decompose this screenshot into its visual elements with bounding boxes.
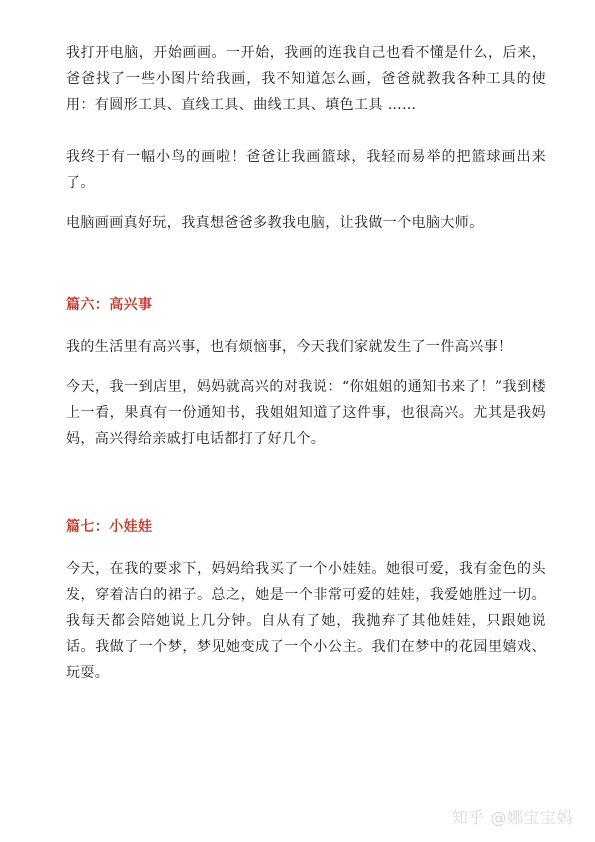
section-heading-happy-event: 篇六：高兴事 [66, 297, 153, 313]
paragraph-little-doll: 今天，在我的要求下，妈妈给我买了一个小娃娃。她很可爱，我有金色的头发，穿着洁白的裙子。总之，她是一个非常可爱的娃娃，我爱她胜过一切。我每天都会陪她说上几分钟。自从有了她，我抛弃了其他娃娃，只跟她说话。我做了一个梦，梦见她变成了一个小公主。我们在梦中的花园里嬉戏、玩耍。 [66, 561, 546, 681]
paragraph-bird-drawing: 我终于有一幅小鸟的画啦！爸爸让我画篮球，我轻而易举的把篮球画出来了。 [66, 149, 546, 191]
paragraph-notice-letter: 今天，我一到店里，妈妈就高兴的对我说：“你姐姐的通知书来了！”我到楼上一看，果真有一份通知书，我姐姐知道了这件事，也很高兴。尤其是我妈妈，高兴得给亲戚打电话都打了好几个。 [66, 379, 546, 447]
watermark-text: 知乎 @娜宝宝妈 [451, 808, 573, 827]
section-heading-little-doll: 篇七：小娃娃 [66, 519, 153, 535]
paragraph-drawing-intro: 我打开电脑，开始画画。一开始，我画的连我自己也看不懂是什么，后来，爸爸找了一些小图片给我画，我不知道怎么画，爸爸就教我各种工具的使用：有圆形工具、直线工具、曲线工具、填色工具 …… [66, 45, 546, 113]
paragraph-computer-master: 电脑画画真好玩，我真想爸爸多教我电脑，让我做一个电脑大师。 [66, 215, 484, 231]
paragraph-happy-event-intro: 我的生活里有高兴事，也有烦恼事，今天我们家就发生了一件高兴事！ [66, 339, 513, 355]
